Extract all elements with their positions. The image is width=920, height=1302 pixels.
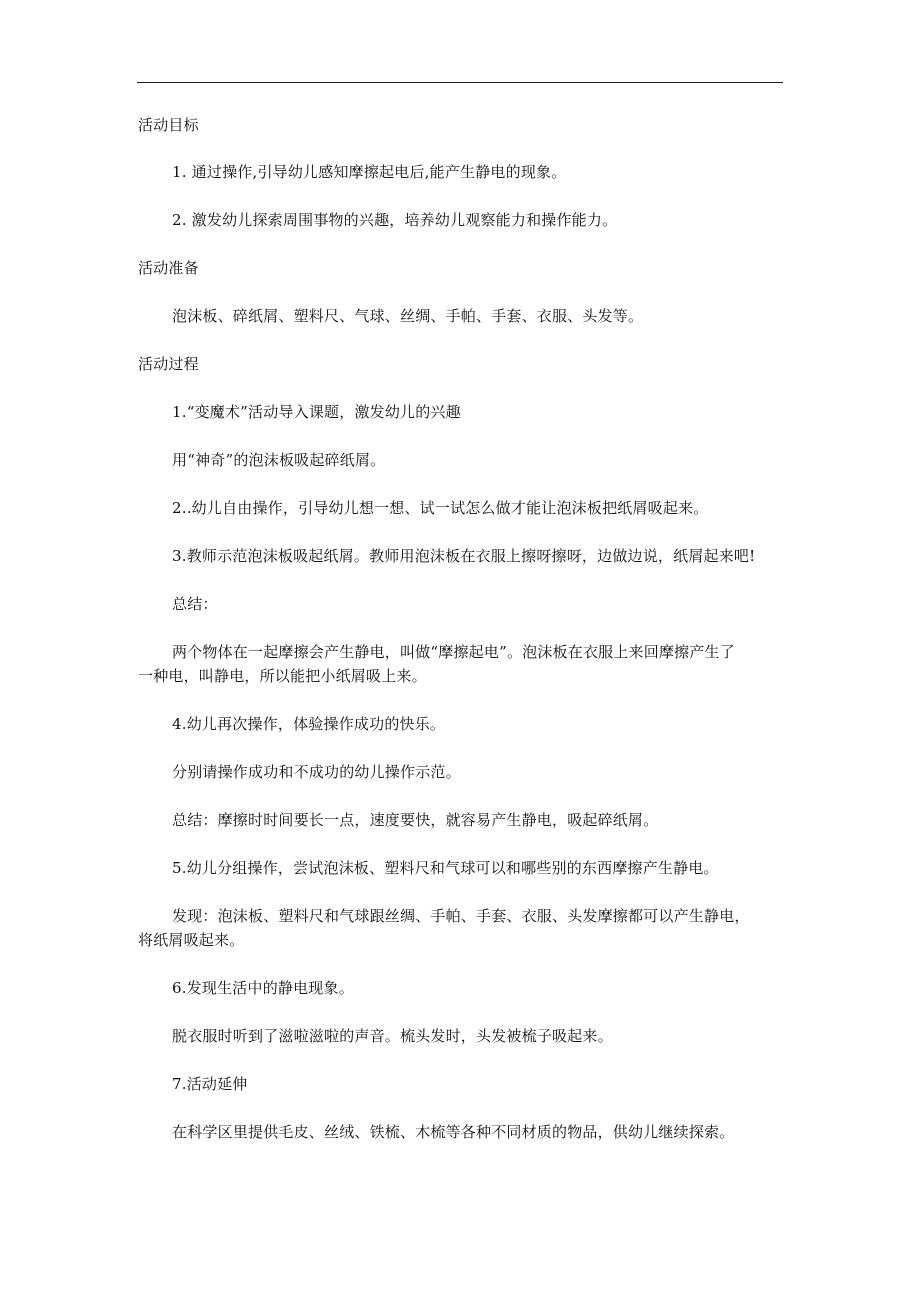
finding-line-2: 将纸屑吸起来。 xyxy=(138,931,245,949)
step-1: 1.“变魔术”活动导入课题，激发幼儿的兴趣 xyxy=(172,403,461,421)
step-1-detail: 用“神奇”的泡沫板吸起碎纸屑。 xyxy=(172,451,386,469)
step-6-detail: 脱衣服时听到了滋啦滋啦的声音。梳头发时，头发被梳子吸起来。 xyxy=(172,1027,613,1045)
step-3: 3.教师示范泡沫板吸起纸屑。教师用泡沫板在衣服上擦呀擦呀，边做边说，纸屑起来吧! xyxy=(172,547,756,565)
step-4-detail: 分别请操作成功和不成功的幼儿操作示范。 xyxy=(172,763,461,781)
summary-1-line-2: 一种电，叫静电，所以能把小纸屑吸上来。 xyxy=(138,667,427,685)
goal-item-2: 2. 激发幼儿探索周围事物的兴趣，培养幼儿观察能力和操作能力。 xyxy=(172,211,618,229)
process-heading: 活动过程 xyxy=(138,355,199,373)
summary-2: 总结：摩擦时时间要长一点，速度要快，就容易产生静电，吸起碎纸屑。 xyxy=(172,811,659,829)
step-7: 7.活动延伸 xyxy=(172,1075,248,1093)
prep-items: 泡沫板、碎纸屑、塑料尺、气球、丝绸、手帕、手套、衣服、头发等。 xyxy=(172,307,644,325)
step-6: 6.发现生活中的静电现象。 xyxy=(172,979,354,997)
summary-label: 总结： xyxy=(172,595,218,613)
goal-item-1: 1. 通过操作,引导幼儿感知摩擦起电后,能产生静电的现象。 xyxy=(172,163,567,181)
step-4: 4.幼儿再次操作，体验操作成功的快乐。 xyxy=(172,715,446,733)
goals-heading: 活动目标 xyxy=(138,116,199,134)
summary-1-line-1: 两个物体在一起摩擦会产生静电，叫做“摩擦起电”。泡沫板在衣服上来回摩擦产生了 xyxy=(172,643,735,661)
prep-heading: 活动准备 xyxy=(138,259,199,277)
finding-line-1: 发现：泡沫板、塑料尺和气球跟丝绸、手帕、手套、衣服、头发摩擦都可以产生静电， xyxy=(172,907,750,925)
step-2: 2..幼儿自由操作，引导幼儿想一想、试一试怎么做才能让泡沫板把纸屑吸起来。 xyxy=(172,499,709,517)
step-5: 5.幼儿分组操作，尝试泡沫板、塑料尺和气球可以和哪些别的东西摩擦产生静电。 xyxy=(172,859,719,877)
header-rule xyxy=(137,82,783,83)
step-7-detail: 在科学区里提供毛皮、丝绒、铁梳、木梳等各种不同材质的物品，供幼儿继续探索。 xyxy=(172,1123,735,1141)
